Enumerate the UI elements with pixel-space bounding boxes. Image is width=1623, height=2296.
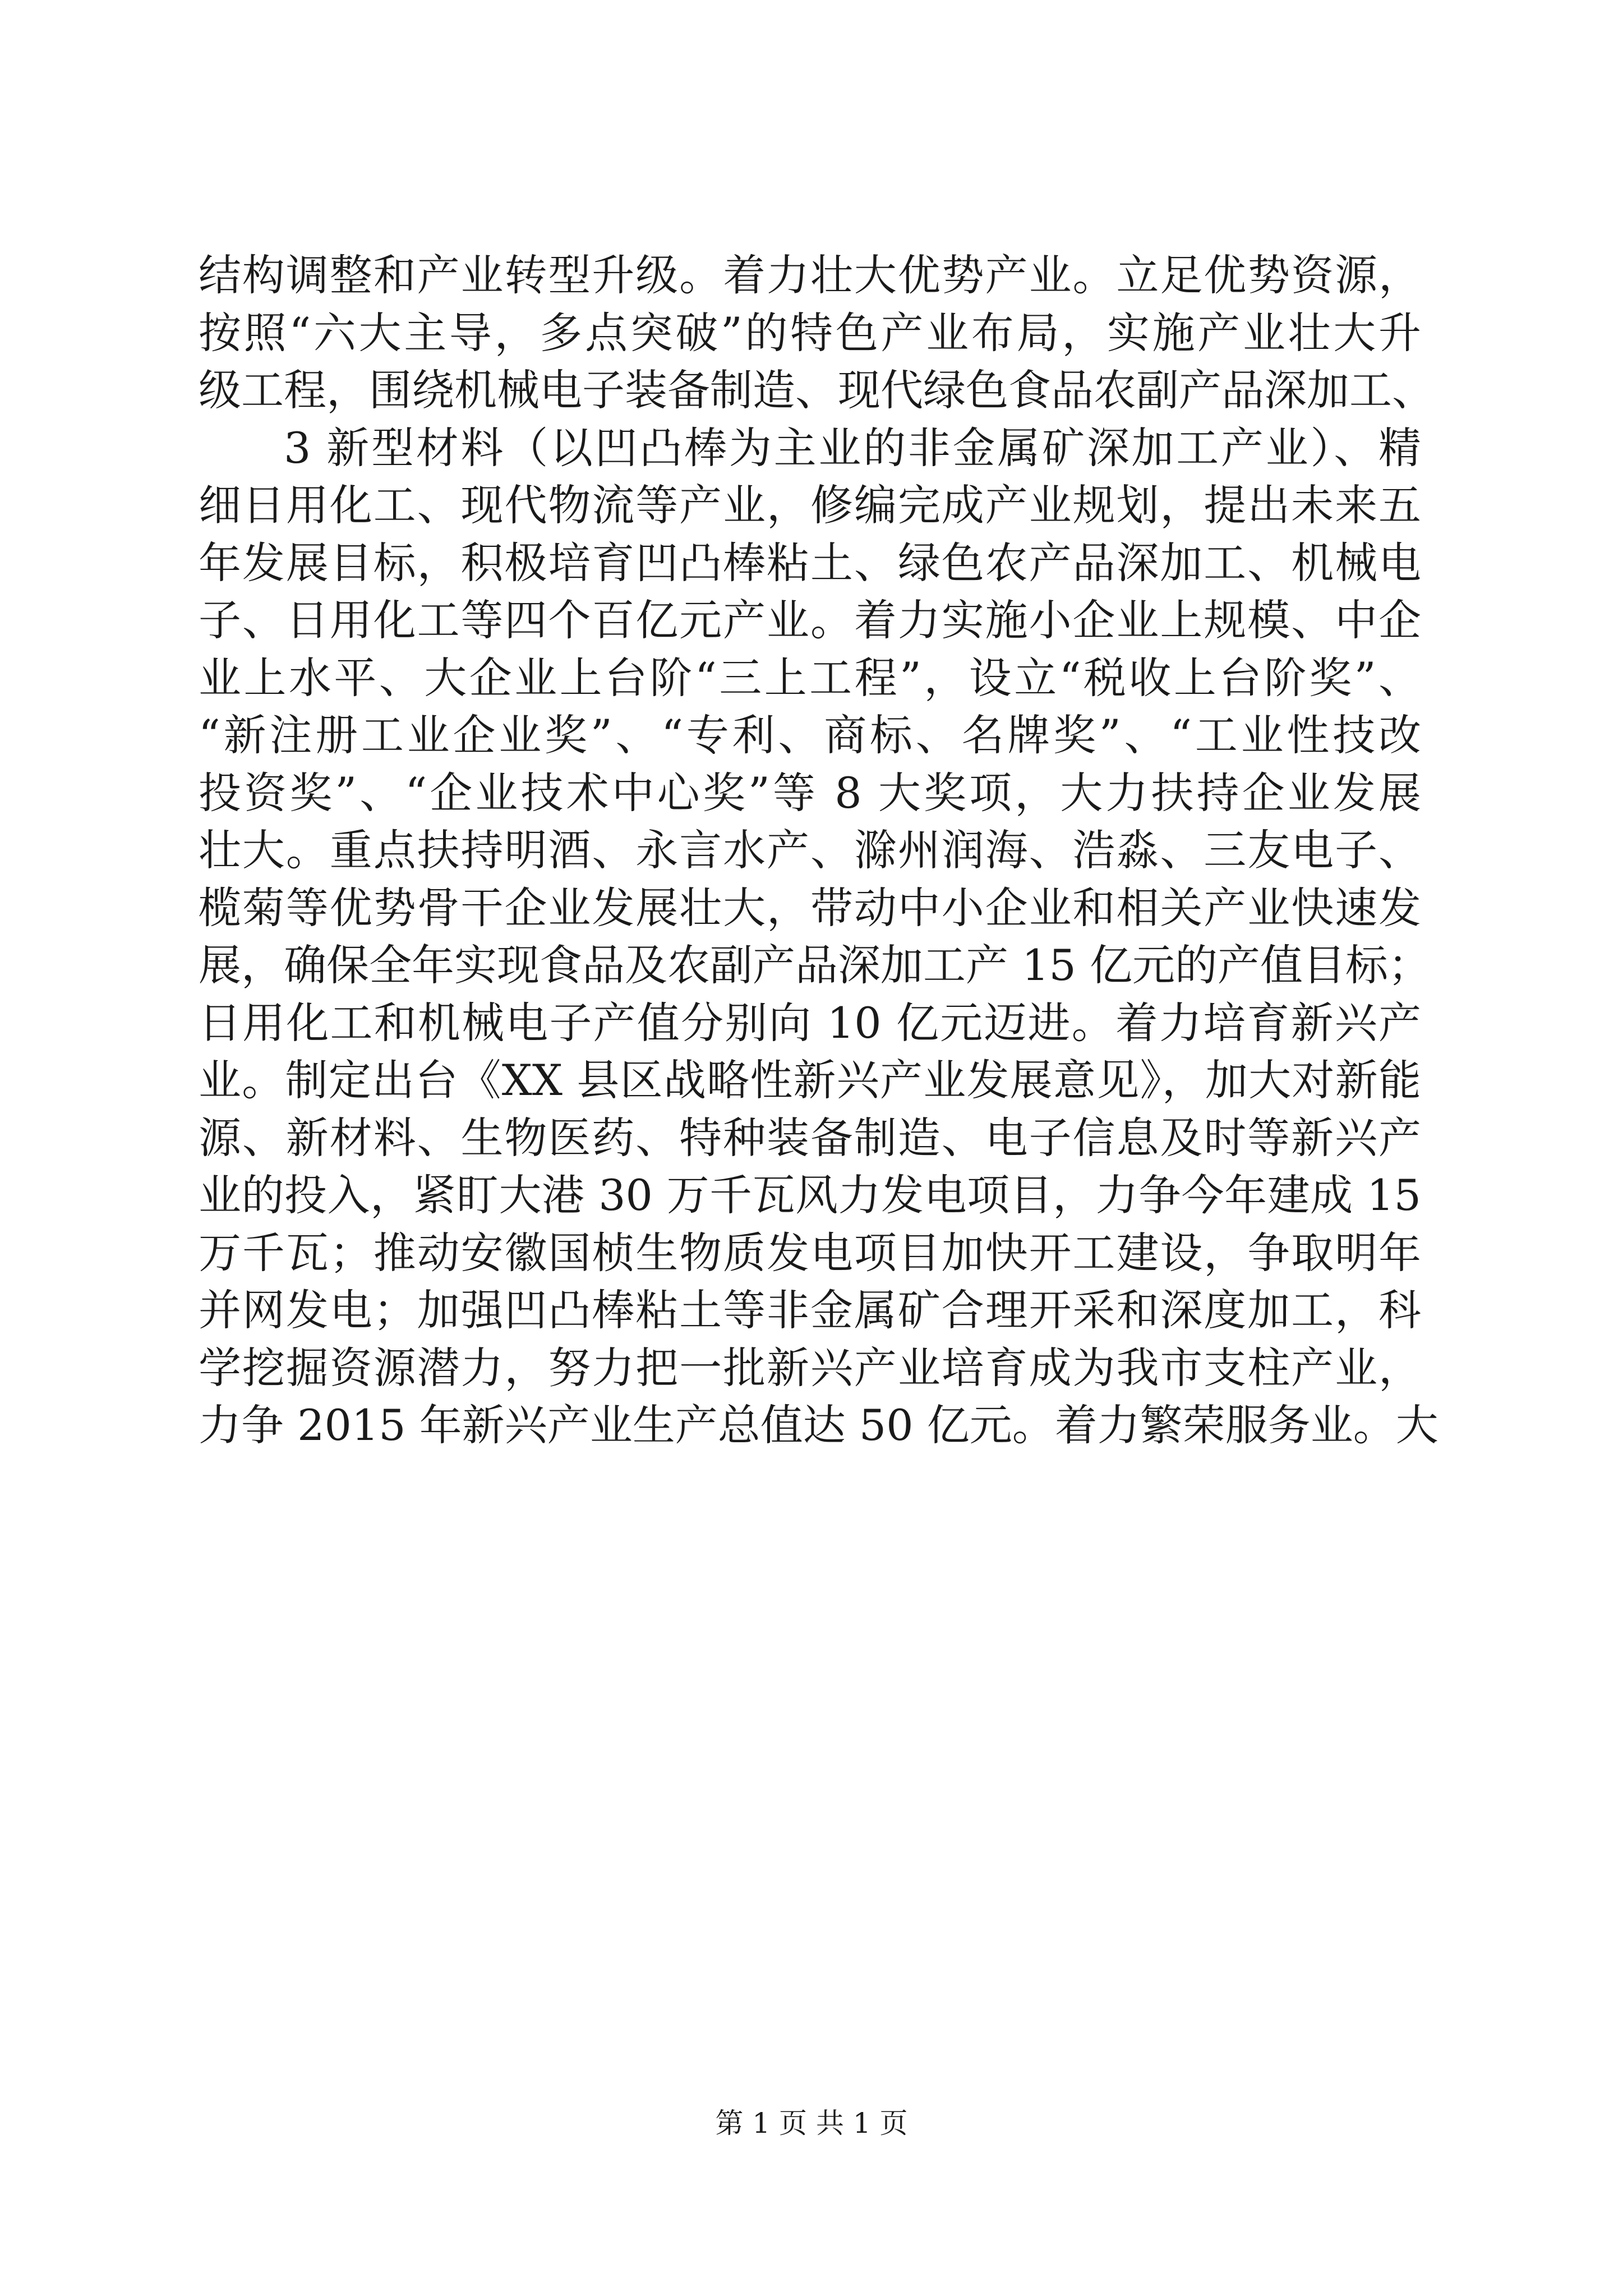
text-line: 日用化工和机械电子产值分别向 10 亿元迈进。着力培育新兴产 [199, 997, 1421, 1048]
text-line: 业的投入，紧盯大港 30 万千瓦风力发电项目，力争今年建成 15 [199, 1170, 1421, 1220]
text-line: “新注册工业企业奖”、“专利、商标、名牌奖”、“工业性技改 [199, 710, 1421, 760]
text-line: 业。制定出台《XX 县区战略性新兴产业发展意见》，加大对新能 [199, 1055, 1421, 1105]
page-footer: 第 1 页 共 1 页 [715, 2107, 908, 2139]
text-line: 源、新材料、生物医药、特种装备制造、电子信息及时等新兴产 [199, 1112, 1421, 1163]
body-text [199, 247, 1438, 1455]
text-line: 投资奖”、“企业技术中心奖”等 8 大奖项，大力扶持企业发展 [199, 767, 1421, 818]
text-line: 业上水平、大企业上台阶“三上工程”，设立“税收上台阶奖”、 [199, 652, 1421, 703]
text-line: 结构调整和产业转型升级。着力壮大优势产业。立足优势资源， [199, 250, 1421, 300]
text-line: 级工程，围绕机械电子装备制造、现代绿色食品农副产品深加工、 [199, 365, 1435, 415]
text-line: 力争 2015 年新兴产业生产总值达 50 亿元。着力繁荣服务业。大 [199, 1400, 1438, 1450]
text-line: 3 新型材料（以凹凸棒为主业的非金属矿深加工产业）、精 [284, 422, 1421, 473]
text-line: 榄菊等优势骨干企业发展壮大，带动中小企业和相关产业快速发 [199, 882, 1421, 933]
text-line: 展，确保全年实现食品及农副产品深加工产 15 亿元的产值目标； [199, 940, 1431, 990]
text-line: 细日用化工、现代物流等产业，修编完成产业规划，提出未来五 [199, 480, 1421, 530]
text-line: 子、日用化工等四个百亿元产业。着力实施小企业上规模、中企 [199, 595, 1421, 645]
text-line: 学挖掘资源潜力，努力把一批新兴产业培育成为我市支柱产业， [199, 1342, 1421, 1393]
text-line: 年发展目标，积极培育凹凸棒粘土、绿色农产品深加工、机械电 [199, 537, 1421, 588]
text-line: 万千瓦；推动安徽国桢生物质发电项目加快开工建设，争取明年 [199, 1227, 1421, 1278]
text-line: 按照“六大主导，多点突破”的特色产业布局，实施产业壮大升 [199, 307, 1421, 358]
text-line: 壮大。重点扶持明酒、永言水产、滁州润海、浩淼、三友电子、 [199, 825, 1421, 875]
text-line: 并网发电；加强凹凸棒粘土等非金属矿合理开采和深度加工，科 [199, 1285, 1421, 1335]
